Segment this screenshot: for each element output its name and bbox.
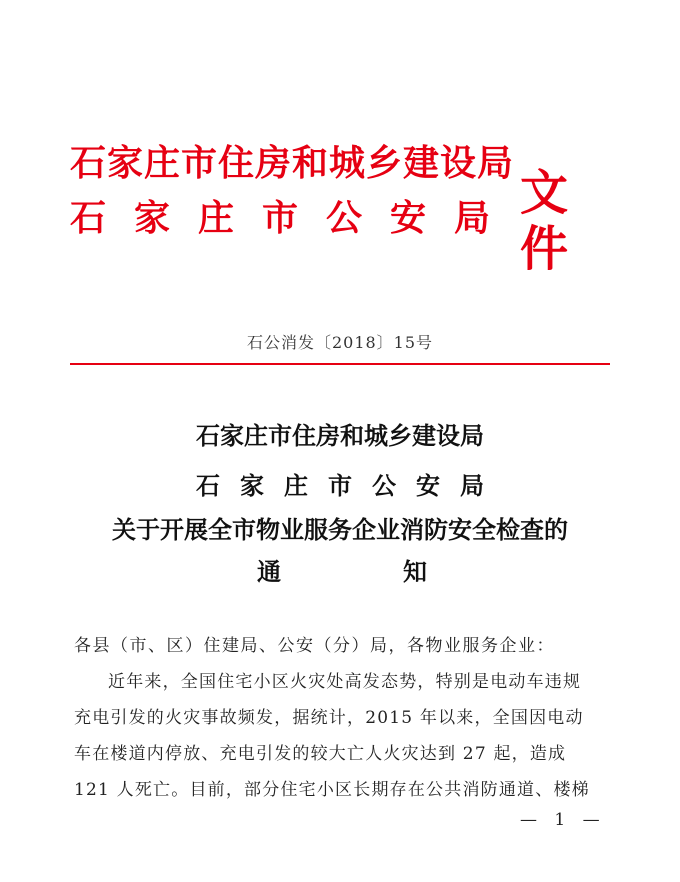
document-number: 石公消发〔2018〕15号 [246, 333, 434, 352]
document-header [70, 138, 615, 277]
red-divider [70, 363, 610, 365]
body-line-3: 车在楼道内停放、充电引发的较大亡人火灾达到 27 起，造成 [74, 744, 567, 764]
body-paragraph [74, 664, 614, 808]
issuer-line-2: 石家庄市公安局 [70, 197, 519, 239]
document-suffix: 文件 [520, 165, 571, 277]
body-line-1: 近年来，全国住宅小区火灾处高发态势，特别是电动车违规 [108, 672, 582, 692]
title-line-3: 关于开展全市物业服务企业消防安全检查的 [112, 515, 568, 544]
title-char-zhi: 知 [403, 557, 427, 586]
title-char-tong: 通 [257, 557, 281, 586]
title-line-1: 石家庄市住房和城乡建设局 [196, 421, 484, 450]
page-number: — 1 — [520, 810, 606, 830]
body-line-2: 充电引发的火灾事故频发，据统计，2015 年以来，全国因电动 [74, 708, 584, 728]
issuer-line-1: 石家庄市住房和城乡建设局 [70, 142, 515, 184]
salutation: 各县（市、区）住建局、公安（分）局，各物业服务企业： [74, 636, 555, 656]
body-line-4: 121 人死亡。目前，部分住宅小区长期存在公共消防通道、楼梯 [74, 780, 590, 800]
title-line-2: 石家庄市公安局 [196, 471, 504, 500]
